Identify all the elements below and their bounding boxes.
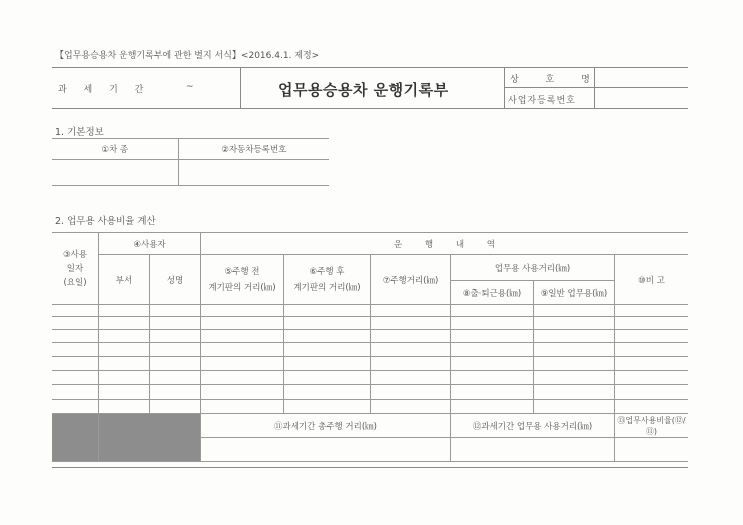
section2-heading: 2. 업무용 사용비율 계산: [55, 216, 156, 227]
table-row[interactable]: [52, 330, 688, 343]
table-row[interactable]: [52, 357, 688, 371]
commute-header: ⑧출·퇴근용(㎞): [451, 281, 534, 305]
table-row[interactable]: [52, 371, 688, 385]
operation-header: 운 행 내 역: [201, 233, 689, 255]
vehicle-type-header: ①차 종: [52, 139, 178, 160]
remarks-header: ⑩비 고: [615, 255, 689, 305]
vehicle-reg-header: ②자동차등록번호: [178, 139, 329, 160]
use-date-header: ③사용 일자 (요일): [52, 233, 99, 305]
top-bottom-border: [52, 108, 688, 109]
vehicle-type-cell[interactable]: [52, 160, 178, 186]
form-title: 업무용승용차 운행기록부: [278, 81, 449, 99]
business-number-label: 사업자등록번호: [508, 96, 576, 106]
before-distance-header: ⑤주행 전 계기판의 거리(㎞): [201, 255, 284, 305]
distance-header: ⑦주행거리(㎞): [371, 255, 451, 305]
shaded-cell: [99, 414, 201, 462]
vehicle-reg-cell[interactable]: [178, 160, 329, 186]
period-separator: ~: [186, 82, 194, 92]
section1-heading: 1. 기본정보: [55, 127, 104, 138]
table-row[interactable]: [52, 317, 688, 330]
basic-info-table: [52, 138, 329, 186]
user-header: ④사용자: [99, 233, 201, 255]
table-row[interactable]: [52, 305, 688, 317]
total-distance-cell[interactable]: [201, 438, 451, 462]
form-header-note: 【업무용승용차 운행기록부에 관한 별지 서식】<2016.4.1. 제정>: [55, 51, 320, 61]
business-total-header: ⑫과세기간 업무용 사용거리(㎞): [451, 414, 615, 438]
table-row[interactable]: [52, 400, 688, 414]
table-row[interactable]: [52, 343, 688, 357]
business-ratio-header: ⑬업무사용비율(⑫/⑪): [615, 414, 689, 438]
business-total-cell[interactable]: [451, 438, 615, 462]
divider: [240, 67, 241, 108]
top-border: [52, 67, 688, 68]
bottom-border: [52, 467, 688, 468]
general-business-header: ⑨일반 업무용(㎞): [534, 281, 615, 305]
period-label: 과 세 기 간: [58, 85, 151, 95]
dept-header: 부서: [99, 255, 150, 305]
after-distance-header: ⑥주행 후 계기판의 거리(㎞): [284, 255, 371, 305]
company-name-label: 상 호 명: [510, 75, 602, 85]
total-distance-header: ⑪과세기간 총주행 거리(㎞): [201, 414, 451, 438]
business-ratio-cell[interactable]: [615, 438, 689, 462]
name-header: 성명: [150, 255, 201, 305]
table-row[interactable]: [52, 385, 688, 400]
business-distance-header: 업무용 사용거리(㎞): [451, 255, 615, 281]
divider: [504, 87, 688, 88]
shaded-cell: [52, 414, 99, 462]
usage-table: [52, 232, 688, 462]
